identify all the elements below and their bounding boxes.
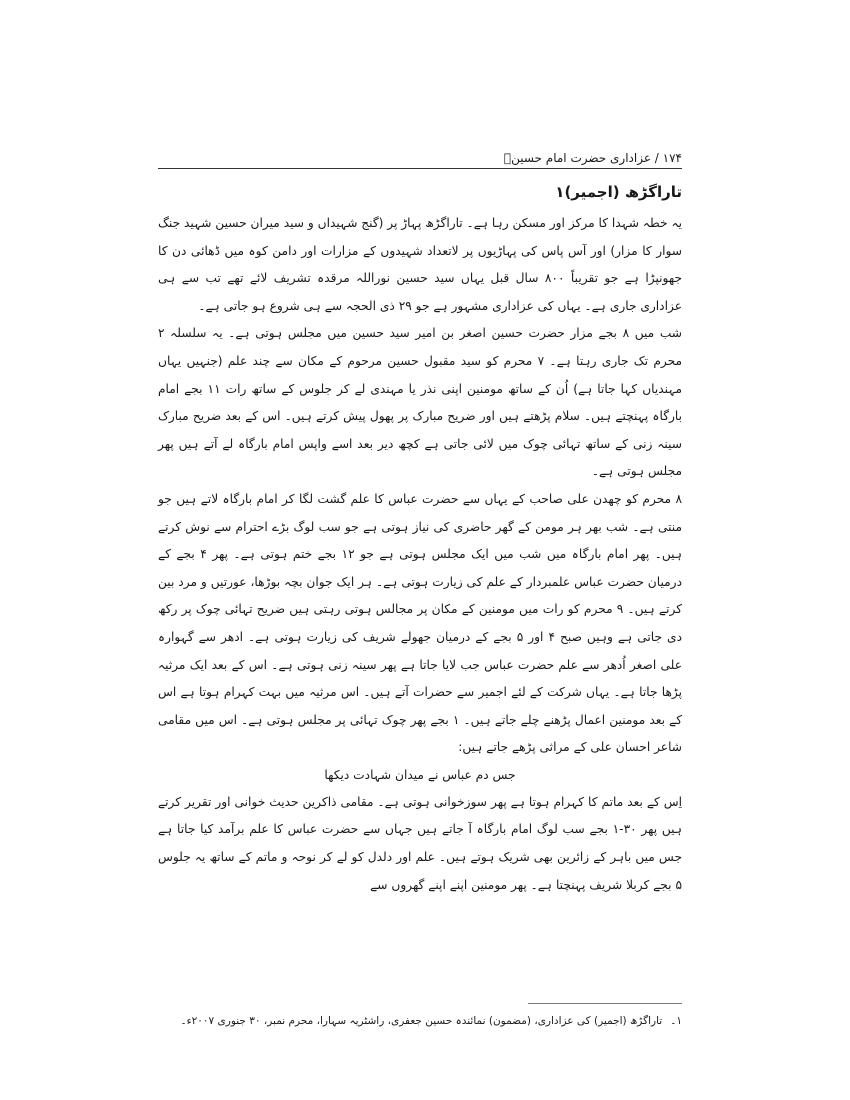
footnote-number: ١۔: [670, 1015, 682, 1027]
header-rule: [158, 168, 682, 169]
paragraph-2: شب میں ۸ بجے مزار حضرت حسین اصغر بن امیر سید حسین میں مجلس ہوتی ہے۔ یہ سلسلہ ۲ محرم تک جاری رہتا ہے۔ ۷ محرم کو سید مقبول حسین مرحوم کے مکان سے چند علم (جنہیں یہاں مہندیاں کہا جاتا ہے) اُن کے ساتھ مومنین اپنی نذر یا مہندی لے کر جلوس کے ساتھ رات ۱۱ بجے امام بارگاہ پہنچتے ہیں۔ سلام پڑھتے ہیں اور ضریح مبارک پر پھول پیش کرتے ہیں۔ اس کے بعد ضریح مبارک سینہ زنی کے ساتھ تہائی چوک میں لائی جاتی ہے کچھ دیر بعد اسے واپس امام بارگاہ لے آتے ہیں پھر مجلس ہوتی ہے۔: [158, 326, 682, 479]
section-title: تاراگڑھ (اجمیر)١: [555, 183, 682, 201]
footnote-text: تاراگڑھ (اجمیر) کی عزاداری، (مضمون) نمائندہ حسین جعفری، راشٹریہ سہارا، محرم نمبر، ۳۰ جنوری ۲۰۰۷ء۔: [180, 1015, 663, 1027]
footnote: [158, 1013, 682, 1029]
paragraph-3: ۸ محرم کو چھدن علی صاحب کے یہاں سے حضرت عباس کا علم گشت لگا کر امام بارگاہ لاتے ہیں جو منتی ہے۔ شب بھر ہر مومن کے گھر حاضری کی نیاز ہوتی ہے جو سب لوگ بڑے احترام سے نوش کرتے ہیں۔ پھر امام بارگاہ میں شب میں ایک مجلس ہوتی ہے جو ۱۲ بجے ختم ہوتی ہے۔ پھر ۴ بجے کے درمیان حضرت عباس علمبردار کے علم کی زیارت ہوتی ہے۔ ہر ایک جوان بچہ بوڑھا، عورتیں و مرد بین کرتے ہیں۔ ۹ محرم کو رات میں مومنین کے مکان پر مجالس ہوتی رہتی ہیں ضریح تہائی چوک پر رکھ دی جاتی ہے وہیں صبح ۴ اور ۵ بجے کے درمیان جھولے شریف کی زیارت ہوتی ہے۔ ادھر سے گہوارہ علی اصغر اُدھر سے علم حضرت عباس جب لایا جاتا ہے پھر سینہ زنی ہوتی ہے۔ اس کے بعد ایک مرثیہ پڑھا جاتا ہے۔ یہاں شرکت کے لئے اجمیر سے حضرات آتے ہیں۔ اس مرثیہ میں بہت کہرام ہوتا ہے اس کے بعد مومنین اعمال پڑھنے چلے جاتے ہیں۔ ۱ بجے پھر چوک تہائی پر مجلس ہوتی ہے۔ اس میں مقامی شاعر احسان علی کے مراثی پڑھے جاتے ہیں:: [158, 491, 683, 755]
running-header: ۱۷۴ / عزاداری حضرت امام حسینؑ: [503, 151, 682, 165]
verse-line: جس دم عباس نے میدان شہادت دیکھا: [324, 767, 516, 782]
footnote-rule: [528, 1003, 682, 1004]
paragraph-1: یہ خطہ شہدا کا مرکز اور مسکن رہا ہے۔ تاراگڑھ پہاڑ پر (گنج شہیداں و سید میران حسین شہید جنگ سوار کا مزار) اور آس پاس کی پہاڑیوں پر لاتعداد شہیدوں کے مزارات اور دامن کوہ میں ڈھائی دن کا جھونپڑا ہے جو تقریباً ۸۰۰ سال قبل یہاں سید حسین نوراللہ مرقدہ تشریف لائے تھے تب سے ہی عزاداری جاری ہے۔ یہاں کی عزاداری مشہور ہے جو ۲۹ ذی الحجہ سے ہی شروع ہو جاتی ہے۔: [158, 216, 682, 313]
main-content: [158, 180, 682, 899]
paragraph-4: اِس کے بعد ماتم کا کہرام ہوتا ہے پھر سوزخوانی ہوتی ہے۔ مقامی ذاکرین حدیث خوانی اور تقریر کرتے ہیں پھر ۳۰-۱ بجے سب لوگ امام بارگاہ آ جاتے ہیں جہاں سے حضرت عباس کا علم برآمد کیا جاتا ہے جس میں باہر کے زائرین بھی شریک ہوتے ہیں۔ علم اور دلدل کو لے کر نوحہ و ماتم کے ساتھ یہ جلوس ۵ بجے کربلا شریف پہنچتا ہے۔ پھر مومنین اپنے اپنے گھروں سے: [158, 794, 682, 892]
